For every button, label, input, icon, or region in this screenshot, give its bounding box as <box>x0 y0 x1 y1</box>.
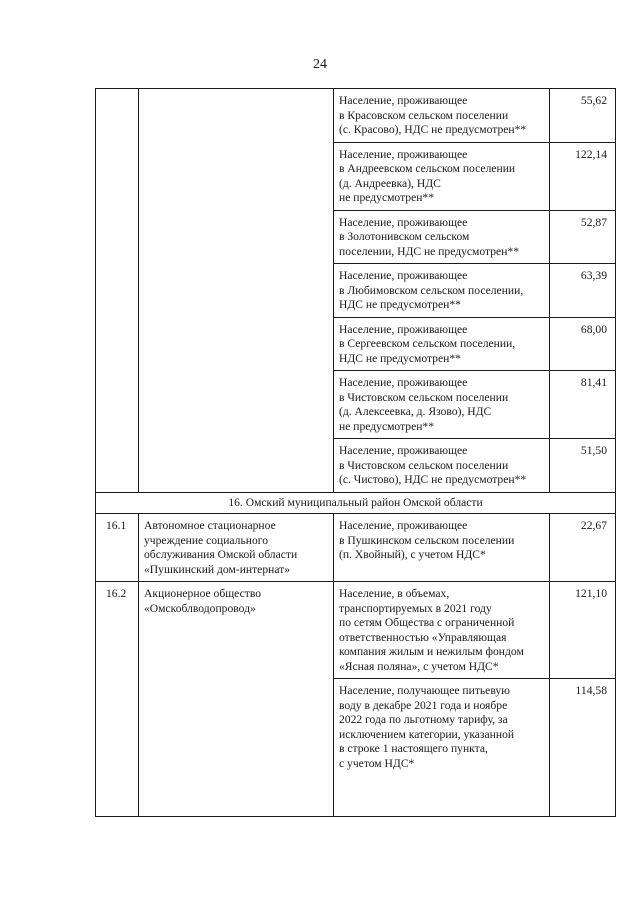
category-cell: Население, проживающее в Пушкинском сельском поселении (п. Хвойный), с учетом НДС* <box>334 514 550 582</box>
category-cell: Население, проживающее в Чистовском сельском поселении (с. Чистово), НДС не предусмотрен** <box>334 439 550 493</box>
page-number: 24 <box>313 57 327 72</box>
table-row <box>96 89 616 143</box>
category-cell: Население, проживающее в Чистовском сельском поселении (д. Алексеевка, д. Язово), НДС не предусмотрен** <box>334 371 550 439</box>
tariff-value: 114,58 <box>550 679 616 817</box>
row-number: 16.1 <box>96 514 139 582</box>
row-number: 16.2 <box>96 582 139 817</box>
category-cell: Население, получающее питьевую воду в декабре 2021 года и ноябре 2022 года по льготному тарифу, за исключением категории, указанной в строке 1 настоящего пункта, с учетом НДС* <box>334 679 550 817</box>
organization-cell <box>139 89 334 493</box>
number-cell <box>96 89 139 493</box>
tariff-value: 52,87 <box>550 210 616 264</box>
tariff-value: 51,50 <box>550 439 616 493</box>
table-row <box>96 582 616 679</box>
tariff-value: 22,67 <box>550 514 616 582</box>
tariff-value: 55,62 <box>550 89 616 143</box>
category-cell: Население, проживающее в Золотонивском сельском поселении, НДС не предусмотрен** <box>334 210 550 264</box>
section-title: 16. Омский муниципальный район Омской области <box>96 492 616 514</box>
category-cell: Население, проживающее в Андреевском сельском поселении (д. Андреевка), НДС не предусмотрен** <box>334 142 550 210</box>
category-cell: Население, проживающее в Любимовском сельском поселении, НДС не предусмотрен** <box>334 264 550 318</box>
table-row <box>96 514 616 582</box>
tariff-value: 122,14 <box>550 142 616 210</box>
tariff-table <box>95 88 616 817</box>
category-cell: Население, проживающее в Красовском сельском поселении (с. Красово), НДС не предусмотрен** <box>334 89 550 143</box>
tariff-value: 68,00 <box>550 317 616 371</box>
organization-cell: Акционерное общество «Омскоблводопровод» <box>139 582 334 817</box>
organization-cell: Автономное стационарное учреждение социального обслуживания Омской области «Пушкинский дом-интернат» <box>139 514 334 582</box>
tariff-value: 63,39 <box>550 264 616 318</box>
category-cell: Население, в объемах, транспортируемых в 2021 году по сетям Общества с ограниченной ответственностью «Управляющая компания жилым и нежилым фондом «Ясная поляна», с учетом НДС* <box>334 582 550 679</box>
tariff-value: 121,10 <box>550 582 616 679</box>
section-header-row <box>96 492 616 514</box>
category-cell: Население, проживающее в Сергеевском сельском поселении, НДС не предусмотрен** <box>334 317 550 371</box>
tariff-value: 81,41 <box>550 371 616 439</box>
